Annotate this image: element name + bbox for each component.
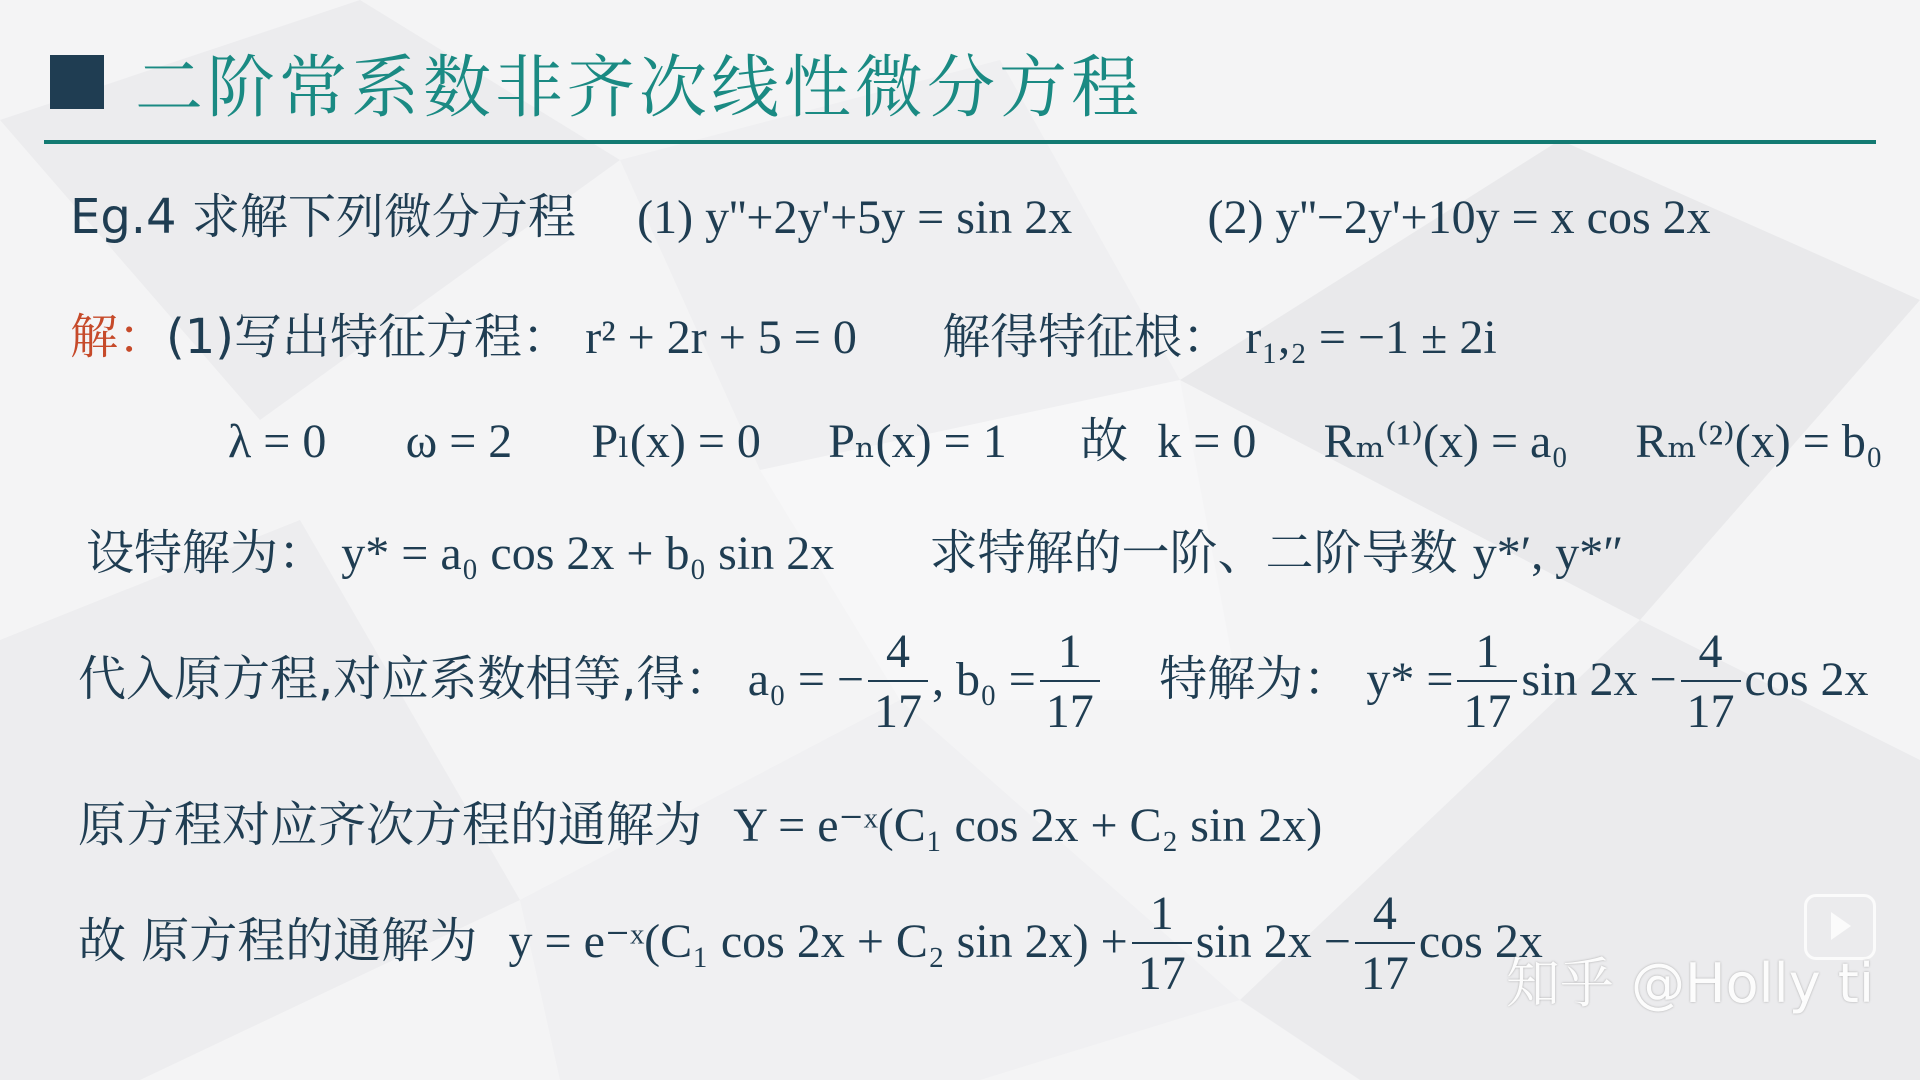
step1-label: (1)写出特征方程： <box>166 309 571 365</box>
param-k: k = 0 <box>1157 415 1257 468</box>
general-tail: cos 2x <box>1418 915 1543 968</box>
particular-denominator-2: 17 <box>1686 685 1735 738</box>
particular-denominator-1: 17 <box>1463 685 1512 738</box>
example-label: Eg.4 求解下列微分方程 <box>70 189 576 245</box>
general-numerator-2: 4 <box>1355 890 1415 944</box>
therefore-label: 故 <box>1079 413 1128 469</box>
coef-b0: , b₀ = <box>931 653 1036 706</box>
param-pl: Pₗ(x) = 0 <box>591 415 761 468</box>
param-pn: Pₙ(x) = 1 <box>828 415 1007 468</box>
particular-numerator-1: 1 <box>1457 628 1517 682</box>
param-lambda: λ = 0 <box>228 415 327 468</box>
fraction-b0-denominator: 17 <box>1045 685 1094 738</box>
title-bullet-square <box>50 55 104 109</box>
substitution-label: 代入原方程,对应系数相等,得： <box>78 651 733 707</box>
parameters-row <box>228 402 1883 471</box>
derivative-equation: y*′, y*″ <box>1472 527 1624 580</box>
characteristic-row <box>70 298 1497 367</box>
particular-mid: sin 2x − <box>1521 653 1677 706</box>
solution-label: 解： <box>70 309 167 365</box>
homogeneous-row <box>78 786 1322 855</box>
param-omega: ω = 2 <box>405 415 513 468</box>
param-r1: Rₘ⁽¹⁾(x) = a₀ <box>1323 415 1569 468</box>
general-denominator-1: 17 <box>1137 947 1186 1000</box>
general-fraction-1 <box>1132 887 1192 1000</box>
fraction-a0-denominator: 17 <box>873 685 922 738</box>
title-underline <box>44 140 1876 144</box>
general-numerator-1: 1 <box>1132 890 1192 944</box>
general-label: 故 原方程的通解为 <box>78 913 478 969</box>
general-denominator-2: 17 <box>1360 947 1409 1000</box>
particular-fraction-1 <box>1457 625 1517 738</box>
general-mid: sin 2x − <box>1195 915 1351 968</box>
param-r2: Rₘ⁽²⁾(x) = b₀ <box>1635 415 1883 468</box>
fraction-a0-numerator: 4 <box>868 628 928 682</box>
fraction-b0-numerator: 1 <box>1040 628 1100 682</box>
homogeneous-equation: Y = e⁻ˣ(C₁ cos 2x + C₂ sin 2x) <box>733 799 1323 852</box>
assume-equation: y* = a₀ cos 2x + b₀ sin 2x <box>341 527 835 580</box>
fraction-a0 <box>868 625 928 738</box>
particular-numerator-2: 4 <box>1681 628 1741 682</box>
coef-a0: a₀ = − <box>747 653 864 706</box>
particular-tail: cos 2x <box>1744 653 1869 706</box>
particular-fraction-2 <box>1681 625 1741 738</box>
assumption-row <box>86 514 1623 583</box>
derivative-label: 求特解的一阶、二阶导数 <box>929 525 1458 581</box>
characteristic-roots: r₁,₂ = −1 ± 2i <box>1245 311 1497 364</box>
example-equation-2: (2) y''−2y'+10y = x cos 2x <box>1207 191 1711 244</box>
assume-label: 设特解为： <box>86 525 327 581</box>
particular-label: 特解为： <box>1159 651 1352 707</box>
homogeneous-label: 原方程对应齐次方程的通解为 <box>78 797 703 853</box>
example-equation-1: (1) y''+2y'+5y = sin 2x <box>637 191 1073 244</box>
zhihu-watermark: 知乎 @Holly ti <box>1505 952 1874 1015</box>
substitution-row <box>78 625 1869 738</box>
general-solution-row <box>78 887 1543 1000</box>
general-fraction-2 <box>1355 887 1415 1000</box>
page-title: 二阶常系数非齐次线性微分方程 <box>135 49 1144 128</box>
particular-lhs: y* = <box>1366 653 1454 706</box>
fraction-b0 <box>1040 625 1100 738</box>
characteristic-equation: r² + 2r + 5 = 0 <box>585 311 857 364</box>
general-lhs: y = e⁻ˣ(C₁ cos 2x + C₂ sin 2x) + <box>508 915 1128 968</box>
roots-label: 解得特征根： <box>942 309 1231 365</box>
example-row <box>70 178 1711 247</box>
